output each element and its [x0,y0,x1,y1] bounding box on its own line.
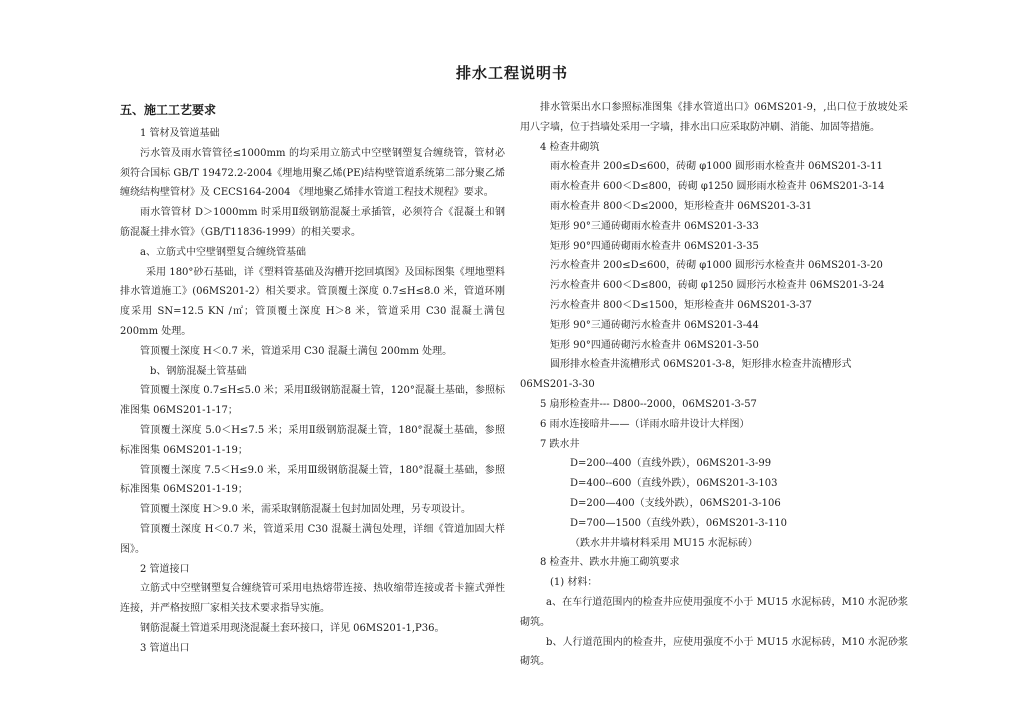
right-paragraph: 矩形 90°四通砖砌污水检查井 06MS201-3-50 [550,339,759,351]
right-paragraph: D=400--600（直线外跌），06MS201-3-103 [570,478,778,490]
right-paragraph: 圆形排水检查井流槽形式 06MS201-3-8，矩形排水检查井流槽形式 [550,359,852,371]
right-paragraph: b、人行道范围内的检查井，应使用强度不小于 MU15 水泥标砖，M10 水泥砂浆砌筑。 [520,636,908,668]
left-paragraph: a、立筋式中空壁钢塑复合缠绕管基础 [140,246,306,258]
right-paragraph: 雨水检查井 200≤D≤600，砖砌 φ1000 圆形雨水检查井 06MS201-3-11 [550,161,883,173]
left-paragraph: 管顶覆土深度 H＜0.7 米，管道采用 C30 混凝土满包处理，详细《管道加固大样图》。 [120,523,505,555]
right-column [520,98,908,672]
right-paragraph: （跌水井井墙材料采用 MU15 水泥标砖） [570,537,758,549]
right-paragraph: 6 雨水连接暗井——（详雨水暗井设计大样图） [540,418,750,430]
right-paragraph: D=700—1500（直线外跌），06MS201-3-110 [570,517,788,529]
right-paragraph: 污水检查井 600＜D≤800，砖砌 φ1250 圆形污水检查井 06MS201-3-24 [550,280,885,292]
right-paragraph: 污水检查井 800＜D≤1500，矩形检查井 06MS201-3-37 [550,299,813,311]
right-paragraph: (1) 材料： [550,577,598,589]
right-paragraph: 4 检查井砌筑 [540,141,600,153]
left-paragraph: 雨水管管材 D＞1000mm 时采用Ⅱ级钢筋混凝土承插管，必须符合《混凝土和钢筋混凝土排水管》（GB/T11836-1999）的相关要求。 [120,207,505,238]
right-paragraph: 矩形 90°三通砖砌污水检查井 06MS201-3-44 [550,319,759,331]
right-paragraph: 排水管渠出水口参照标准图集《排水管道出口》06MS201-9，,出口位于放坡处采用八字墙，位于挡墙处采用一字墙，排水出口应采取防冲刷、消能、加固等措施。 [520,102,908,133]
right-paragraph: a、在车行道范围内的检查井应使用强度不小于 MU15 水泥标砖，M10 水泥砂浆砌筑。 [520,596,908,628]
left-paragraph: 1 管材及管道基础 [140,128,220,139]
section-heading: 五、施工工艺要求 [120,103,217,117]
right-paragraph: 8 检查井、跌水井施工砌筑要求 [540,557,680,569]
left-paragraph: 采用 180°砂石基础，详《塑料管基础及沟槽开挖回填图》及国标图集《埋地塑料排水管道施工》(06MS201-2）相关要求。管顶覆土深度 0.7≤H≤8.0 米，管道环刚度采用 SN=12.5 KN /㎡；管顶覆土深度 H＞8 米，管道采用 C30 混凝土满包 200mm 处理。 [120,266,505,337]
right-paragraph: D=200--400（直线外跌），06MS201-3-99 [570,458,772,470]
left-paragraph: 3 管道出口 [140,642,190,654]
right-paragraph: 矩形 90°四通砖砌雨水检查井 06MS201-3-35 [550,240,759,252]
right-paragraph: 7 跌水井 [540,438,580,450]
left-column [120,98,505,659]
left-paragraph: 管顶覆土深度 5.0＜H≤7.5 米；采用Ⅱ级钢筋混凝土管，180°混凝土基础，参照标准图集 06MS201-1-19； [120,424,505,456]
left-paragraph: 管顶覆土深度 7.5＜H≤9.0 米，采用Ⅲ级钢筋混凝土管，180°混凝土基础，参照标准图集 06MS201-1-19； [120,464,505,496]
document-title: 排水工程说明书 [455,64,568,82]
right-paragraph: 雨水检查井 800＜D≤2000，矩形检查井 06MS201-3-31 [550,200,813,212]
right-paragraph: 矩形 90°三通砖砌雨水检查井 06MS201-3-33 [550,220,759,232]
right-paragraph: 06MS201-3-30 [520,379,595,391]
left-paragraph: 管顶覆土深度 H＞9.0 米，需采取钢筋混凝土包封加固处理，另专项设计。 [140,504,471,516]
left-paragraph: 管顶覆土深度 H＜0.7 米，管道采用 C30 混凝土满包 200mm 处理。 [140,345,453,357]
right-paragraph: 5 扇形检查井--- D800--2000，06MS201-3-57 [540,398,757,410]
left-paragraph: 立筋式中空壁钢塑复合缠绕管可采用电热熔带连接、热收缩带连接或者卡箍式弹性连接，并严格按照厂家相关技术要求指导实施。 [120,583,505,615]
left-paragraph: 2 管道接口 [140,563,190,575]
left-paragraph: b、钢筋混凝土管基础 [150,365,247,377]
right-paragraph: 雨水检查井 600＜D≤800，砖砌 φ1250 圆形雨水检查井 06MS201-3-14 [550,181,885,193]
left-paragraph: 钢筋混凝土管道采用现浇混凝土套环接口，详见 06MS201-1,P36。 [140,622,445,634]
right-paragraph: D=200—400（支线外跌），06MS201-3-106 [570,497,781,509]
left-paragraph: 管顶覆土深度 0.7≤H≤5.0 米；采用Ⅱ级钢筋混凝土管，120°混凝土基础，参照标准图集 06MS201-1-17； [120,385,505,417]
right-paragraph: 污水检查井 200≤D≤600，砖砌 φ1000 圆形污水检查井 06MS201-3-20 [550,260,883,272]
left-paragraph: 污水管及雨水管管径≤1000mm 的均采用立筋式中空壁钢塑复合缠绕管，管材必须符合国标 GB/T 19472.2-2004《埋地用聚乙烯(PE)结构壁管道系统第二部分聚乙烯缠绕结构壁管材》及 CECS164-2004 《埋地聚乙烯排水管道工程技术规程》要求。 [120,147,505,199]
